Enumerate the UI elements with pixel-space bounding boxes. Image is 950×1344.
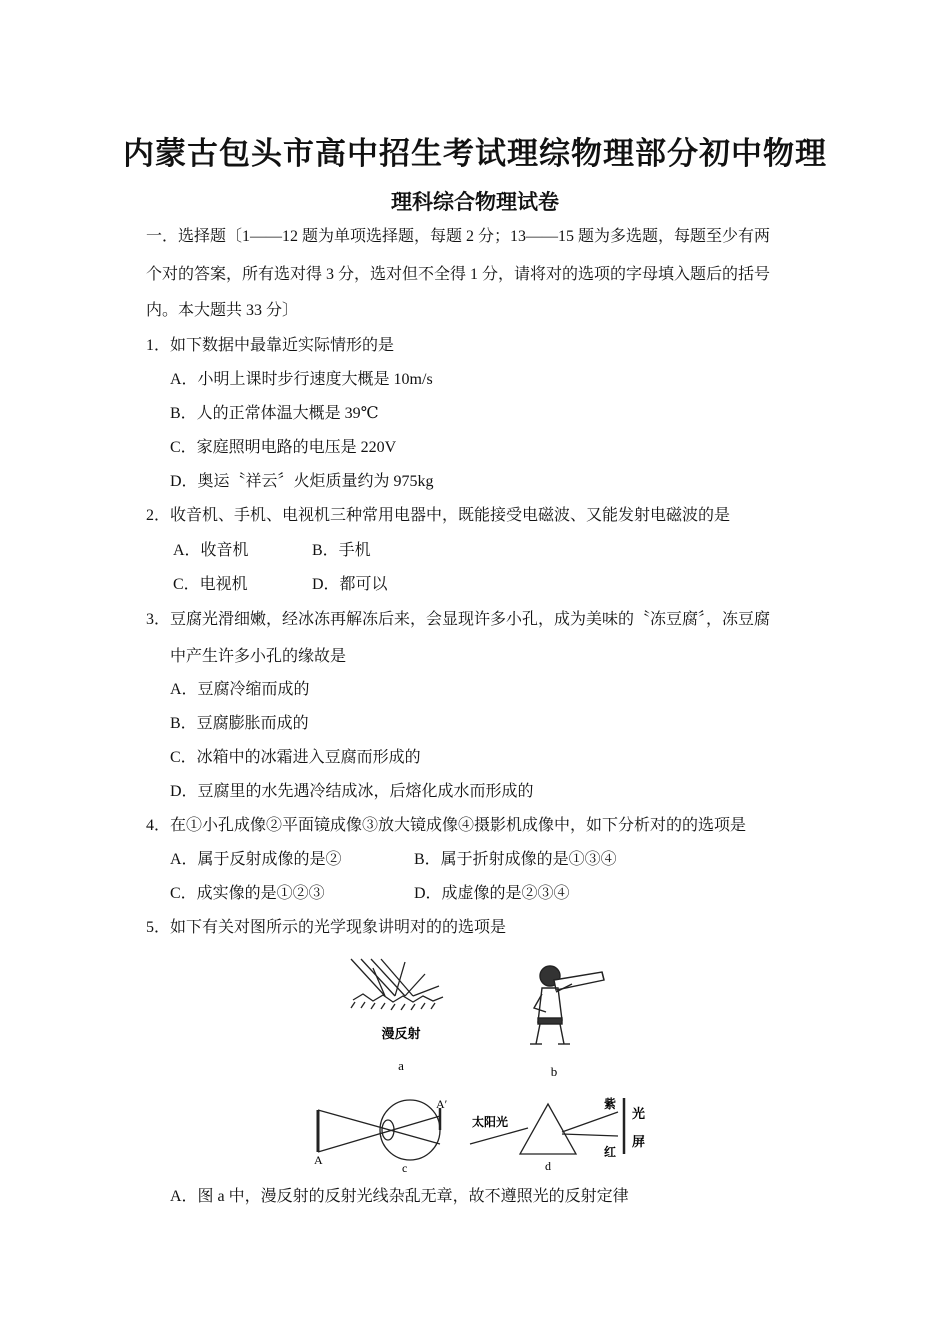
figure-d-label: d <box>545 1159 551 1173</box>
page-subtitle: 理科综合物理试卷 <box>391 190 559 214</box>
figure-d-prism-dispersion <box>468 1096 653 1176</box>
figure-a-diffuse-reflection <box>343 956 453 1076</box>
section-intro-line-3: 内。本大题共 33 分〕 <box>146 302 299 319</box>
section-intro-line-2: 个对的答案，所有选对得 3 分，选对但不全得 1 分，请将对的选项的字母填入题后的括号 <box>146 266 771 283</box>
q1-option-a: A．小明上课时步行速度大概是 10m/s <box>170 371 433 388</box>
figure-a-label: a <box>398 1058 404 1073</box>
q2-option-a: A．收音机 <box>173 542 249 559</box>
q1-option-b: B．人的正常体温大概是 39℃ <box>170 405 379 422</box>
figure-b-label: b <box>550 1064 558 1079</box>
q4-option-d: D．成虚像的是②③④ <box>414 885 570 902</box>
q2-option-d: D．都可以 <box>312 576 388 593</box>
figure-c-label: c <box>402 1161 408 1175</box>
q4-stem: 4．在①小孔成像②平面镜成像③放大镜成像④摄影机成像中，如下分析对的的选项是 <box>146 817 747 834</box>
q1-stem: 1．如下数据中最靠近实际情形的是 <box>146 337 395 354</box>
figure-d-screen-label-1: 光 <box>632 1106 646 1121</box>
section-intro-line-1: 一．选择题〔1——12 题为单项选择题，每题 2 分；13——15 题为多选题，每题至少有两 <box>146 228 771 245</box>
figure-d-violet-label: 紫 <box>604 1097 617 1111</box>
figure-b-person-telescope <box>520 960 610 1080</box>
figure-d-sunlight-label: 太阳光 <box>472 1115 509 1129</box>
q2-stem: 2．收音机、手机、电视机三种常用电器中，既能接受电磁波、又能发射电磁波的是 <box>146 507 731 524</box>
q3-option-d: D．豆腐里的水先遇冷结成冰，后熔化成水而形成的 <box>170 783 534 800</box>
figure-a-caption: 漫反射 <box>381 1026 421 1041</box>
q3-option-a: A．豆腐冷缩而成的 <box>170 681 310 698</box>
q4-option-a: A．属于反射成像的是② <box>170 851 342 868</box>
q5-stem: 5．如下有关对图所示的光学现象讲明对的的选项是 <box>146 919 507 936</box>
q3-stem-line-1: 3．豆腐光滑细嫩，经冰冻再解冻后来，会显现许多小孔，成为美味的〝冻豆腐〞，冻豆腐 <box>146 611 771 628</box>
q2-option-c: C．电视机 <box>173 576 248 593</box>
q5-option-a: A．图 a 中，漫反射的反射光线杂乱无章，故不遵照光的反射定律 <box>170 1188 629 1205</box>
q3-stem-line-2: 中产生许多小孔的缘故是 <box>170 648 347 665</box>
figure-d-red-label: 红 <box>604 1145 617 1159</box>
q4-option-b: B．属于折射成像的是①③④ <box>414 851 617 868</box>
figure-d-screen-label-2: 屏 <box>632 1134 646 1149</box>
page-title: 内蒙古包头市高中招生考试理综物理部分初中物理 <box>123 136 827 171</box>
figure-c-point-a: A <box>314 1153 323 1167</box>
q3-option-b: B．豆腐膨胀而成的 <box>170 715 309 732</box>
figure-c-point-a-prime: A′ <box>436 1097 448 1111</box>
q3-option-c: C．冰箱中的冰霜进入豆腐而形成的 <box>170 749 421 766</box>
q4-option-c: C．成实像的是①②③ <box>170 885 325 902</box>
q1-option-c: C．家庭照明电路的电压是 220V <box>170 439 397 456</box>
q2-option-b: B．手机 <box>312 542 371 559</box>
figure-c-eye-imaging <box>310 1096 460 1176</box>
q1-option-d: D．奥运〝祥云〞火炬质量约为 975kg <box>170 473 434 490</box>
